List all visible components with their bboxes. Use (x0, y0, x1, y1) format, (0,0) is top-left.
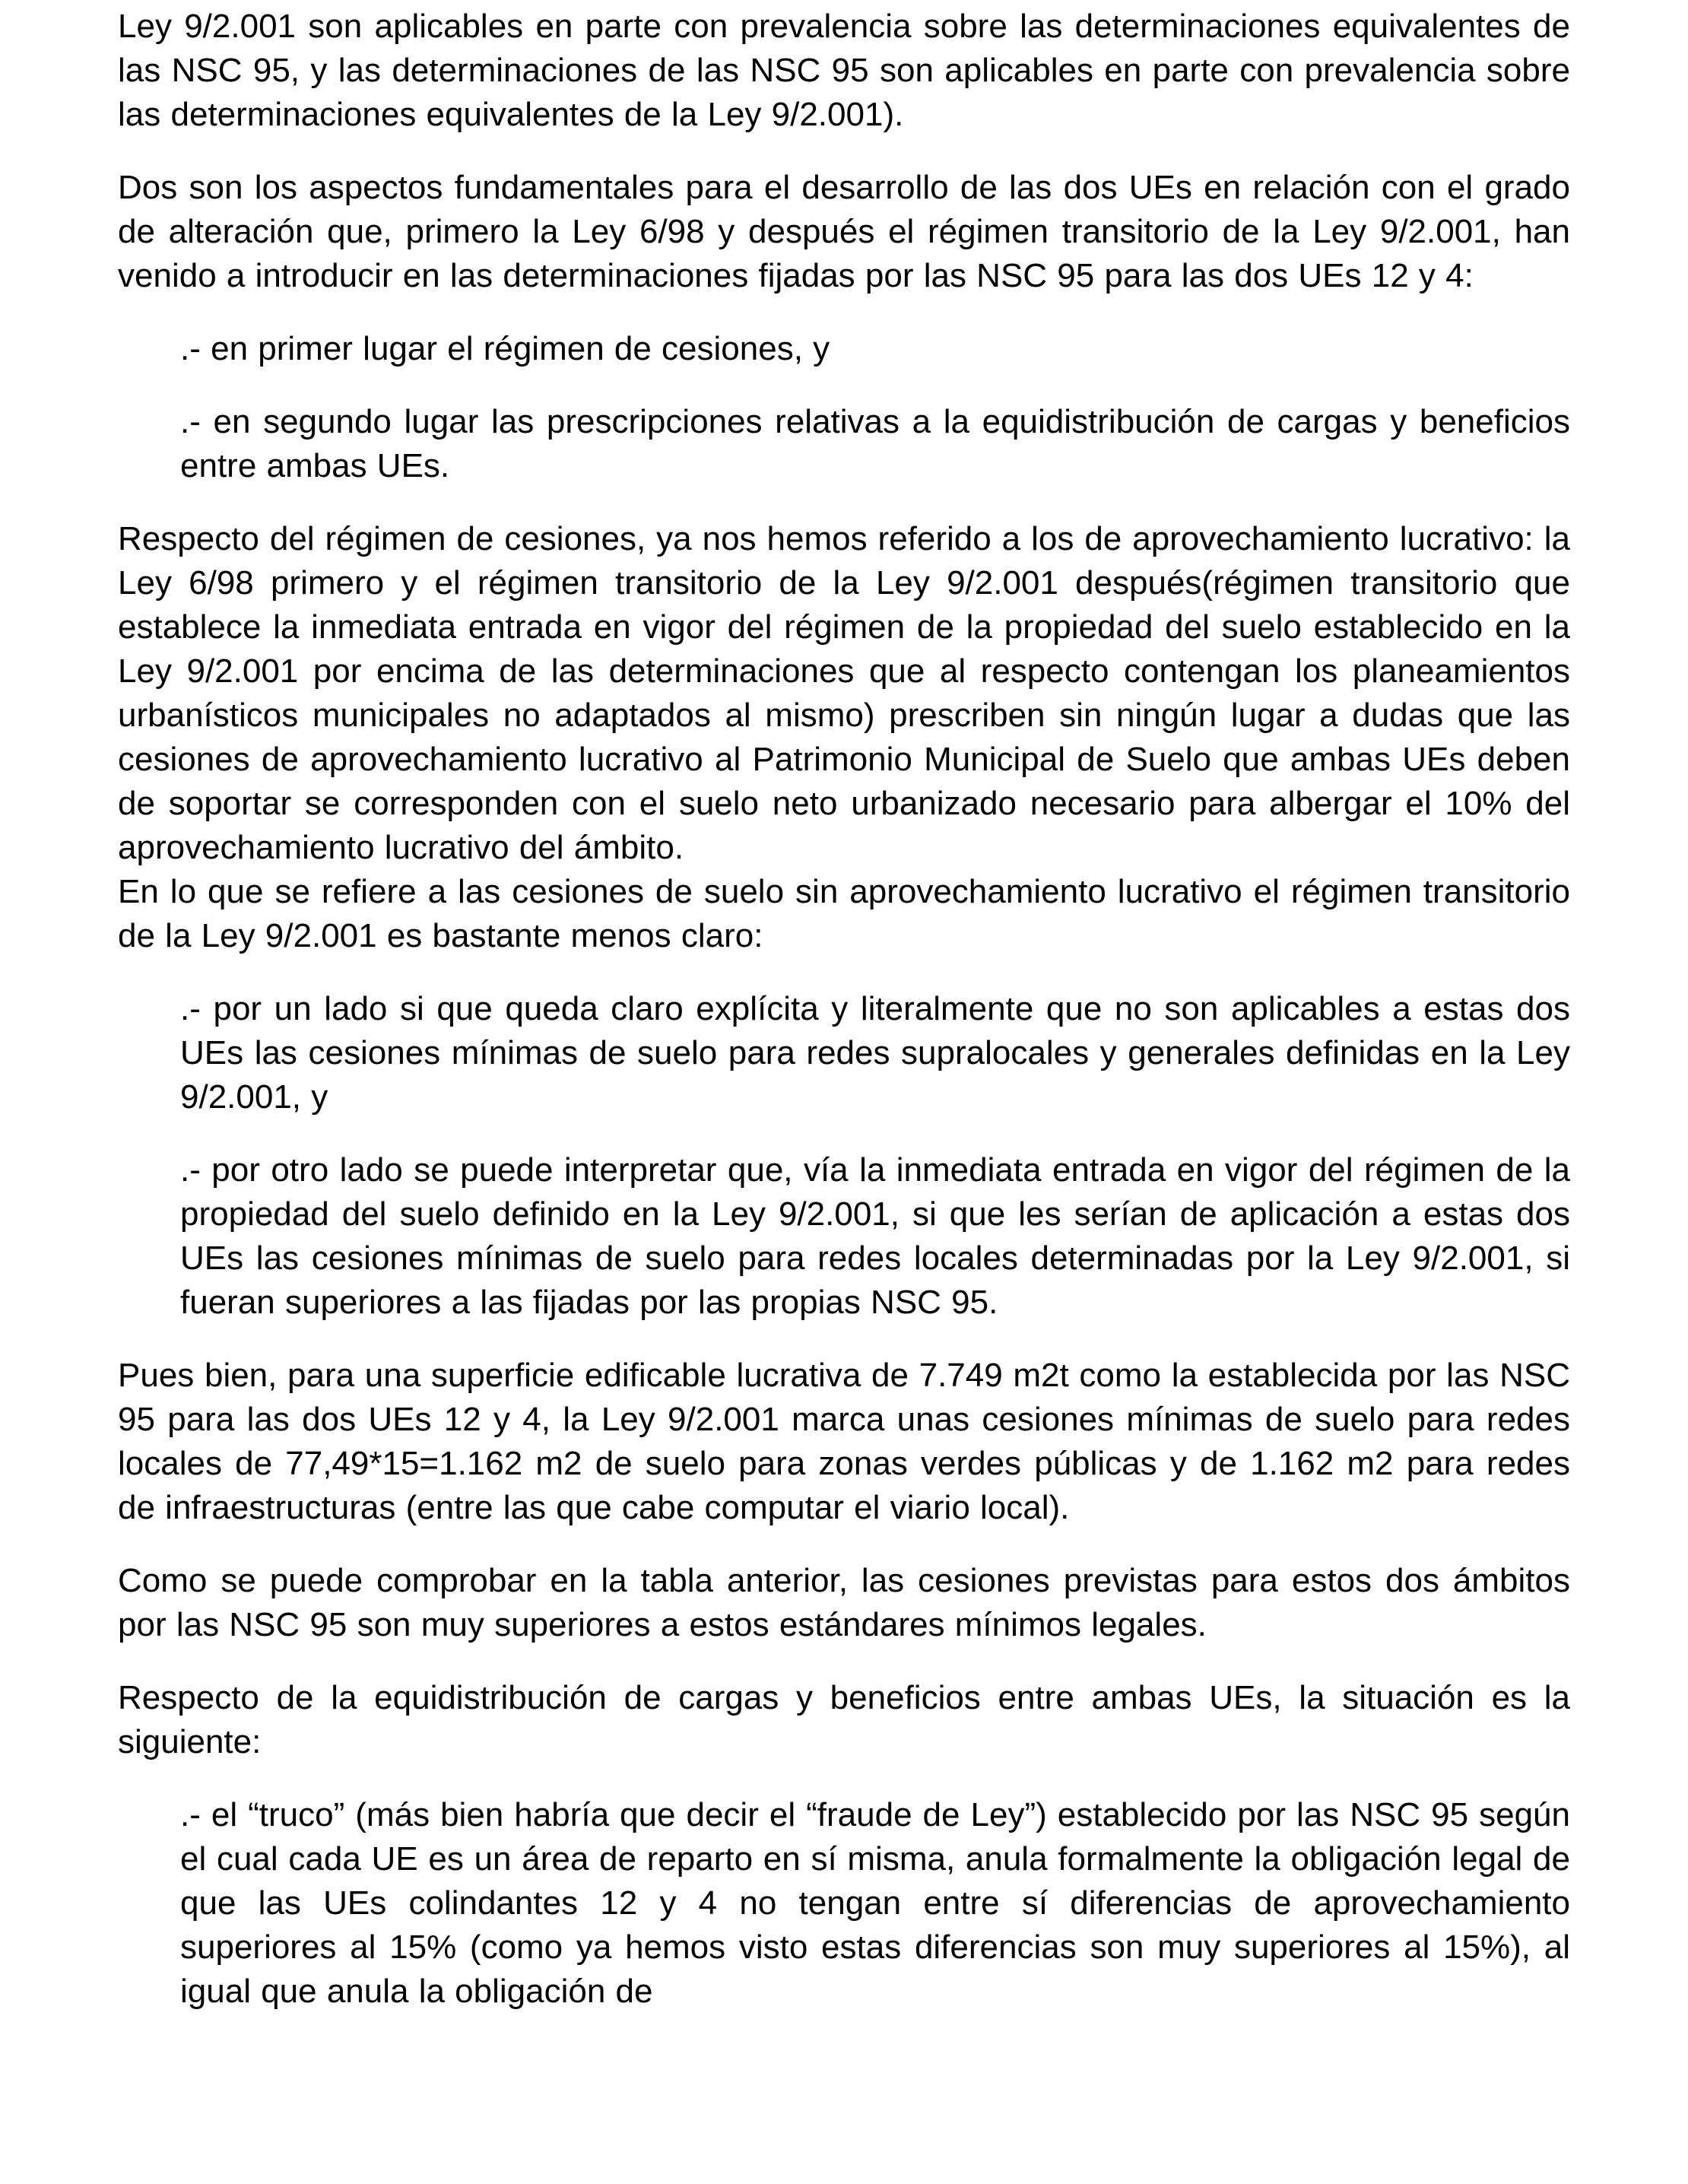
paragraph: Como se puede comprobar en la tabla anterior, las cesiones previstas para estos dos ámbitos por las NSC 95 son muy superiores a estos estándares mínimos legales. (118, 1562, 1570, 1643)
paragraph: Respecto del régimen de cesiones, ya nos hemos referido a los de aprovechamiento lucrativo: la Ley 6/98 primero y el régimen transitorio de la Ley 9/2.001 después(régimen transitorio que establece la inmediata entrada en vigor del régimen de la propiedad del suelo establecido en la Ley 9/2.001 por encima de las determinaciones que al respecto contengan los planeamientos urbanísticos municipales no adaptados al mismo) prescriben sin ningún lugar a dudas que las cesiones de aprovechamiento lucrativo al Patrimonio Municipal de Suelo que ambas UEs deben de soportar se corresponden con el suelo neto urbanizado necesario para albergar el 10% del aprovechamiento lucrativo del ámbito. (118, 520, 1570, 866)
paragraph: Respecto de la equidistribución de cargas y beneficios entre ambas UEs, la situación es la siguiente: (118, 1679, 1570, 1760)
indented-item: .- por un lado si que queda claro explícita y literalmente que no son aplicables a estas dos UEs las cesiones mínimas de suelo para redes supralocales y generales definidas en la Ley 9/2.001, y (180, 990, 1570, 1116)
indented-item: .- en segundo lugar las prescripciones relativas a la equidistribución de cargas y beneficios entre ambas UEs. (180, 403, 1570, 484)
paragraph: Dos son los aspectos fundamentales para el desarrollo de las dos UEs en relación con el grado de alteración que, primero la Ley 6/98 y después el régimen transitorio de la Ley 9/2.001, han venido a introducir en las determinaciones fijadas por las NSC 95 para las dos UEs 12 y 4: (118, 169, 1570, 294)
paragraph: Pues bien, para una superficie edificable lucrativa de 7.749 m2t como la establecida por las NSC 95 para las dos UEs 12 y 4, la Ley 9/2.001 marca unas cesiones mínimas de suelo para redes locales de 77,49*15=1.162 m2 de suelo para zonas verdes públicas y de 1.162 m2 para redes de infraestructuras (entre las que cabe computar el viario local). (118, 1357, 1570, 1526)
indented-item: .- en primer lugar el régimen de cesiones, y (180, 330, 830, 367)
indented-item-clipped: .- el “truco” (más bien habría que decir el “fraude de Ley”) establecido por las NSC 95 según el cual cada UE es un área de reparto en sí misma, anula formalmente la obligación legal de que las UEs colindantes 12 y 4 no tengan entre sí diferencias de aprovechamiento superiores al 15% (como ya hemos visto estas diferencias son muy superiores al 15%), al igual que anula la obligación de (180, 1796, 1570, 2010)
paragraph: En lo que se refiere a las cesiones de suelo sin aprovechamiento lucrativo el régimen transitorio de la Ley 9/2.001 es bastante menos claro: (118, 873, 1570, 954)
paragraph-continuation: Ley 9/2.001 son aplicables en parte con prevalencia sobre las determinaciones equivalentes de las NSC 95, y las determinaciones de las NSC 95 son aplicables en parte con prevalencia sobre las determinaciones equivalentes de la Ley 9/2.001). (118, 8, 1570, 133)
indented-item: .- por otro lado se puede interpretar que, vía la inmediata entrada en vigor del régimen de la propiedad del suelo definido en la Ley 9/2.001, si que les serían de aplicación a estas dos UEs las cesiones mínimas de suelo para redes locales determinadas por la Ley 9/2.001, si fueran superiores a las fijadas por las propias NSC 95. (180, 1151, 1570, 1321)
